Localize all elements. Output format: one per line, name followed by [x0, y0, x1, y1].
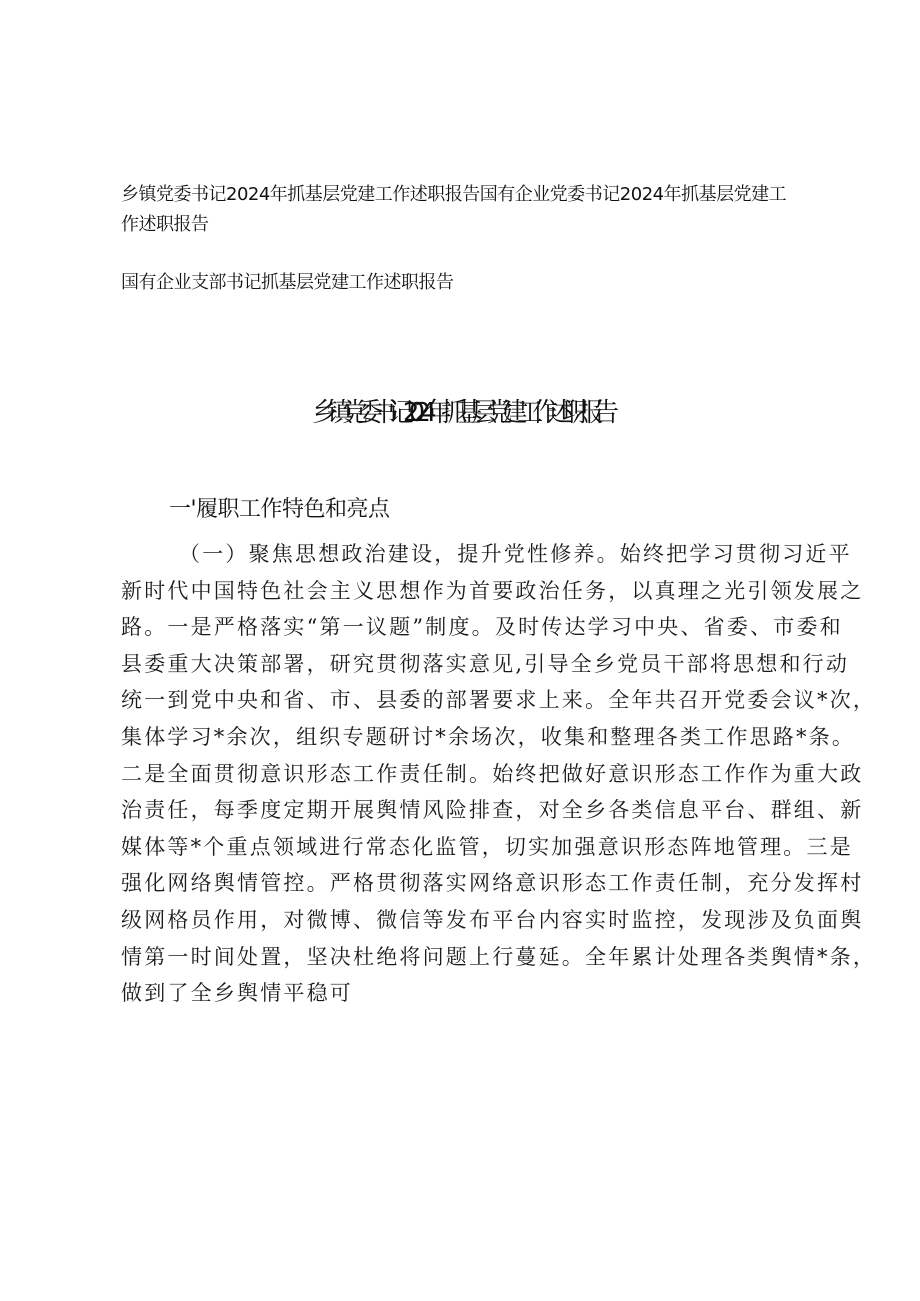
body-line: 二是全面贯彻意识形态工作责任制。始终把做好意识形态工作作为重大政 — [121, 761, 864, 786]
collection-title-line-2: 作述职报告 — [121, 214, 209, 235]
body-line: 媒体等*个重点领域进行常态化监管，切实加强意识形态阵地管理。三是 — [121, 834, 853, 859]
body-line: 新时代中国特色社会主义思想作为首要政治任务，以真理之光引领发展之 — [121, 578, 864, 603]
body-line: 治责任，每季度定期开展舆情风险排查，对全乡各类信息平台、群组、新 — [121, 798, 864, 823]
collection-subtitle: 国有企业支部书记抓基层党建工作述职报告 — [121, 272, 454, 293]
body-paragraph — [121, 536, 877, 1012]
body-line: 路。一是严格落实“第一议题”制度。及时传达学习中央、省委、市委和 — [121, 615, 843, 640]
body-line: 情第一时间处置，坚决杜绝将问题上行蔓延。全年累计处理各类舆情*条， — [121, 944, 877, 969]
section-heading: 一'履职工作特色和亮点 — [169, 497, 390, 522]
body-line: （一）聚焦思想政治建设，提升党性修养。始终把学习贯彻习近平 — [179, 542, 852, 566]
body-line: 统一到党中央和省、市、县委的部署要求上来。全年共召开党委会议*次， — [121, 688, 877, 713]
collection-title — [121, 180, 821, 240]
body-line: 县委重大决策部署，研究贯彻落实意见,引导全乡党员干部将思想和行动 — [121, 651, 850, 676]
body-line: 做到了全乡舆情平稳可 — [121, 981, 353, 1006]
body-line: 强化网络舆情管控。严格贯彻落实网络意识形态工作责任制，充分发挥村 — [121, 871, 864, 896]
body-line: 集体学习*余次，组织专题研讨*余场次，收集和整理各类工作思路*条。 — [121, 724, 856, 749]
report-title: 乡镇党委书记2024年抓基层党建工作述职报告 — [311, 398, 609, 428]
collection-title-line-1: 乡镇党委书记2024年抓基层党建工作述职报告国有企业党委书记2024年抓基层党建工 — [121, 184, 787, 205]
body-line: 级网格员作用，对微博、微信等发布平台内容实时监控，发现涉及负面舆 — [121, 907, 864, 932]
